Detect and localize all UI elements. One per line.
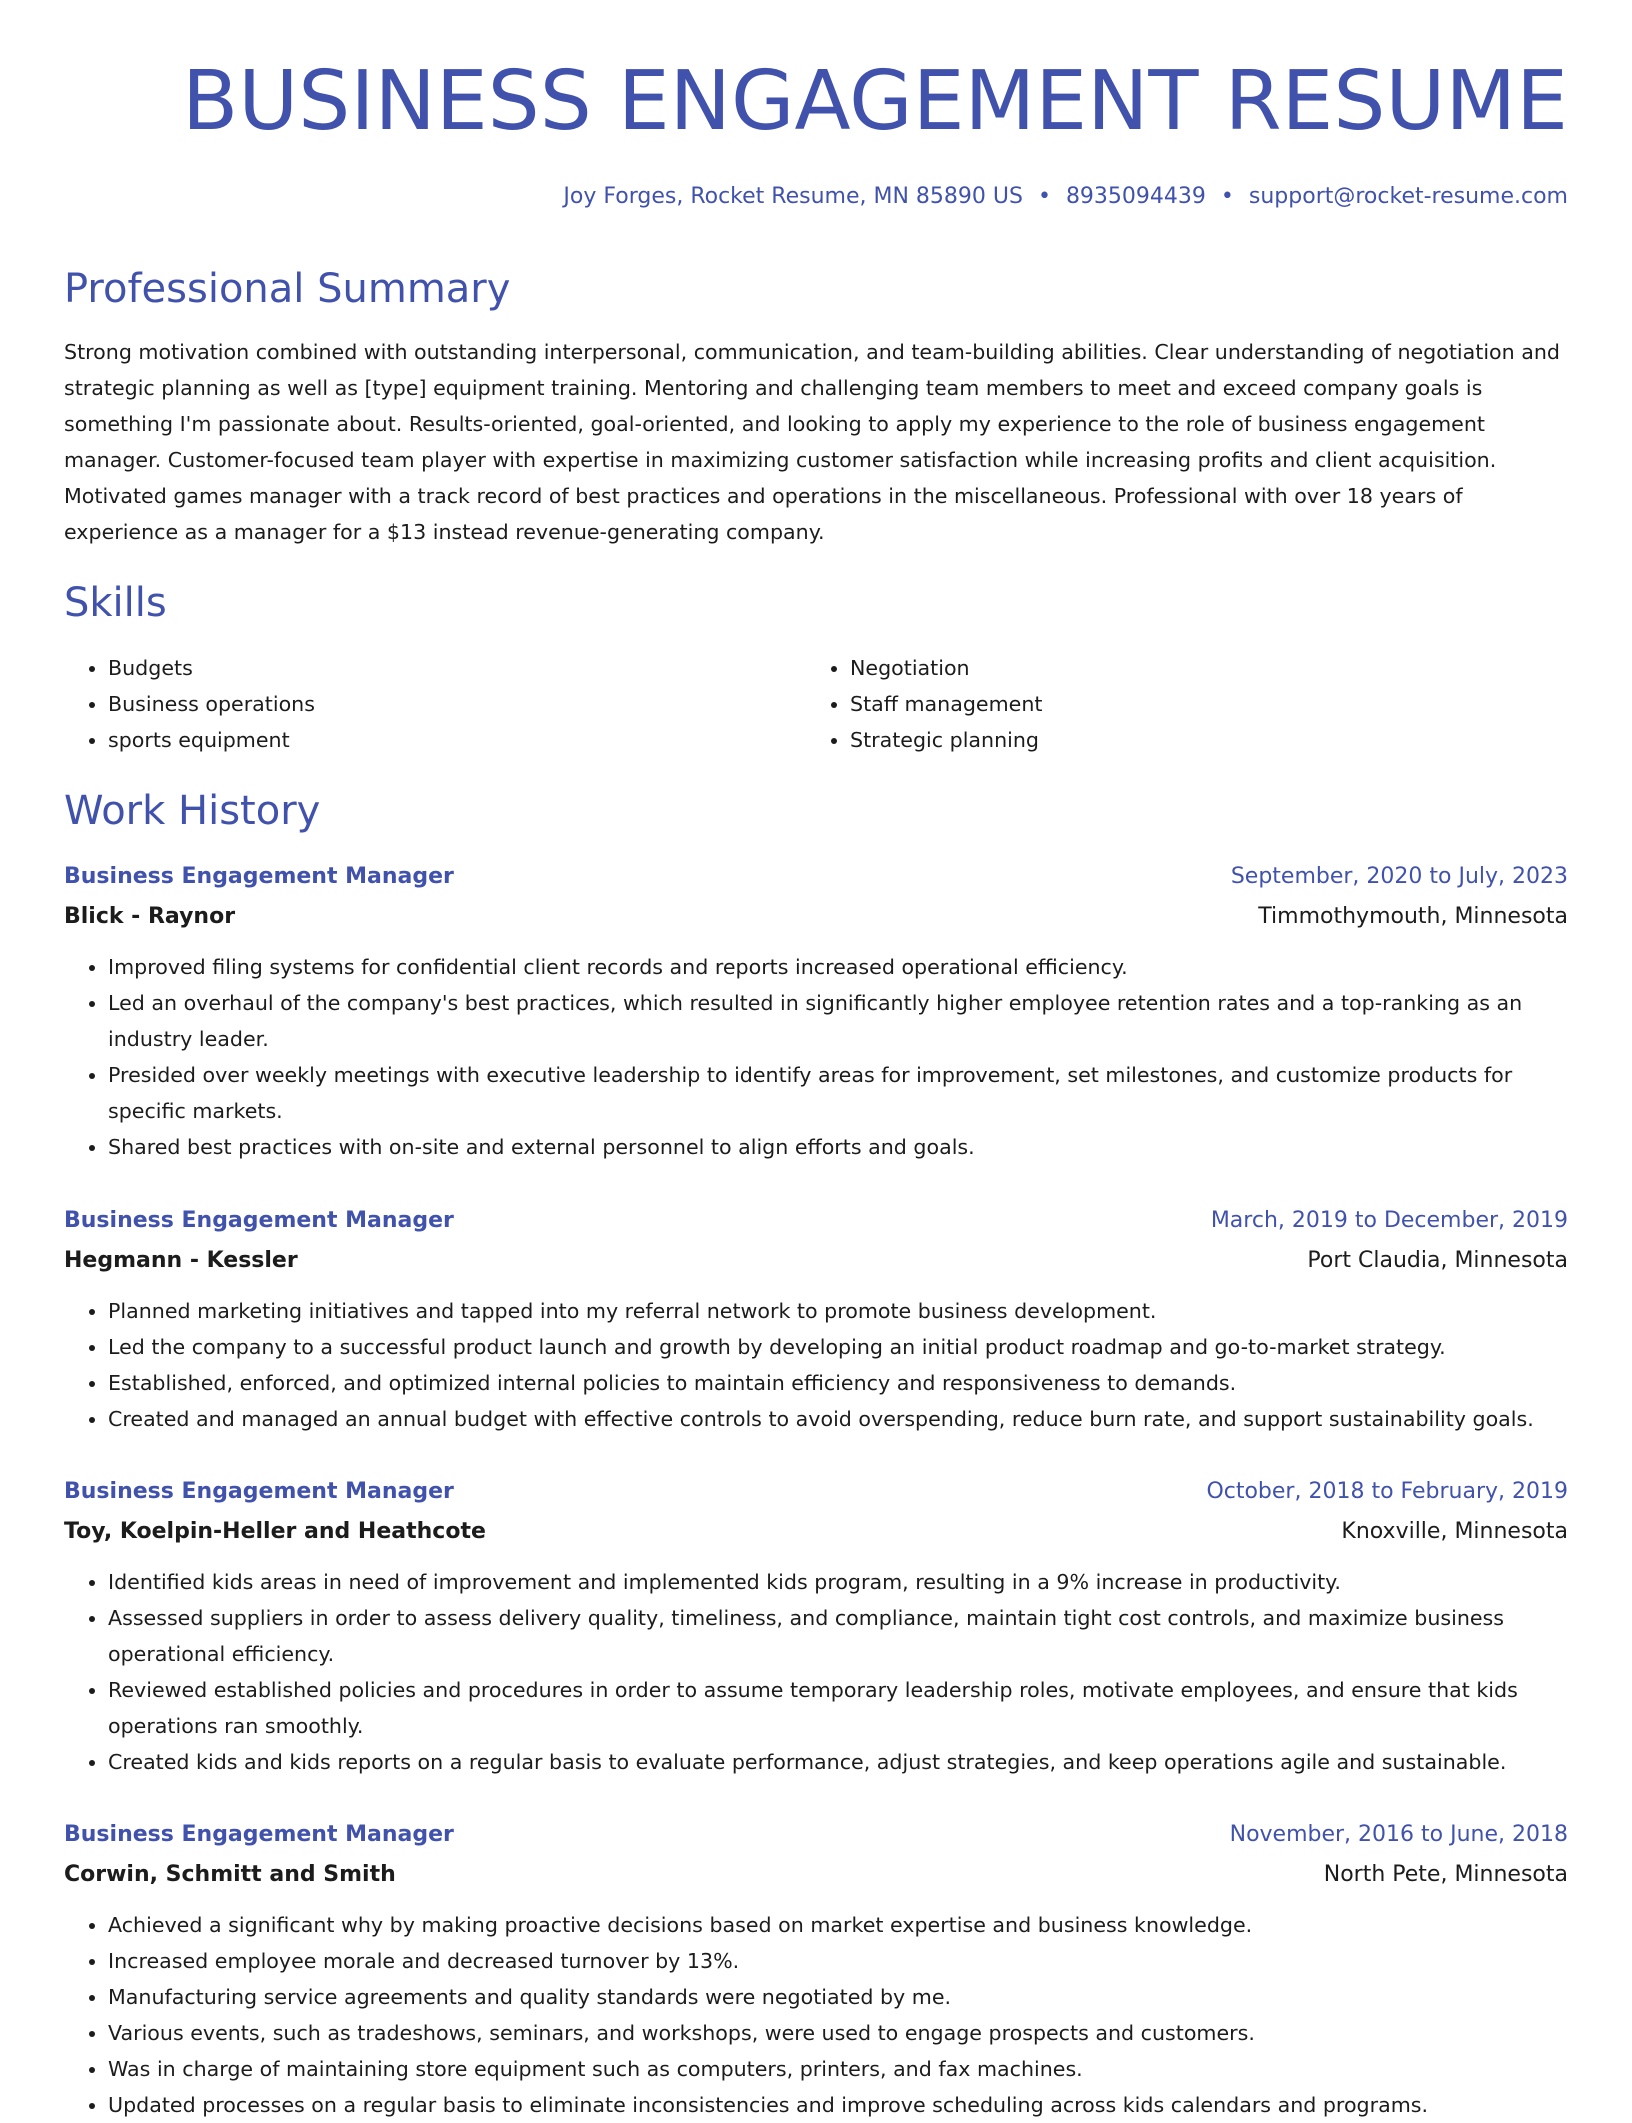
job-bullet: • Identified kids areas in need of improvement and implemented kids program, resulting in a 9% increase in productivity. bbox=[108, 1564, 1568, 1600]
job-company: Blick - Raynor bbox=[64, 904, 236, 929]
job-location: Port Claudia, Minnesota bbox=[1307, 1248, 1568, 1273]
job-bullet: • Led an overhaul of the company's best practices, which resulted in significantly higher employee retention rates and a top-ranking as an industry leader. bbox=[108, 985, 1568, 1057]
job-dates: November, 2016 to June, 2018 bbox=[1229, 1822, 1568, 1847]
job-entry bbox=[64, 1815, 1568, 2123]
job-bullet: • Increased employee morale and decreased turnover by 13%. bbox=[108, 1943, 1568, 1979]
job-location: Timmothymouth, Minnesota bbox=[1258, 904, 1568, 929]
job-company-row bbox=[64, 897, 1568, 937]
job-title: Business Engagement Manager bbox=[64, 864, 454, 889]
skill-item: • Strategic planning bbox=[850, 722, 1042, 758]
job-dates: October, 2018 to February, 2019 bbox=[1206, 1479, 1568, 1504]
job-location: Knoxville, Minnesota bbox=[1341, 1519, 1568, 1544]
skills-column-right bbox=[806, 650, 1042, 758]
job-bullet: • Improved filing systems for confidential client records and reports increased operational efficiency. bbox=[108, 949, 1568, 985]
job-location: North Pete, Minnesota bbox=[1323, 1862, 1568, 1887]
job-header-row bbox=[64, 1201, 1568, 1241]
contact-email[interactable]: support@rocket-resume.com bbox=[1248, 184, 1568, 209]
summary-heading: Professional Summary bbox=[64, 266, 511, 312]
summary-text: Strong motivation combined with outstanding interpersonal, communication, and team-building abilities. Clear understanding of negotiation and strategic planning as well as [type] equipment training. Mentoring and challenging team members to meet and exceed company goals is something I'm passionate about. Results-oriented, goal-oriented, and looking to apply my experience to the role of business engagement manager. Customer-focused team player with expertise in maximizing customer satisfaction while increasing profits and client acquisition. Motivated games manager with a track record of best practices and operations in the miscellaneous. Professional with over 18 years of experience as a manager for a $13 instead revenue-generating company. bbox=[64, 340, 1560, 544]
skill-item: • Budgets bbox=[108, 650, 315, 686]
job-bullet: • Created and managed an annual budget with effective controls to avoid overspending, reduce burn rate, and support sustainability goals. bbox=[108, 1401, 1568, 1437]
job-entry bbox=[64, 857, 1568, 1165]
resume-title: BUSINESS ENGAGEMENT RESUME bbox=[182, 54, 1568, 149]
job-bullet: • Led the company to a successful product launch and growth by developing an initial product roadmap and go-to-market strategy. bbox=[108, 1329, 1568, 1365]
job-dates: September, 2020 to July, 2023 bbox=[1230, 864, 1568, 889]
job-bullet: • Assessed suppliers in order to assess delivery quality, timeliness, and compliance, maintain tight cost controls, and maximize business operational efficiency. bbox=[108, 1600, 1568, 1672]
job-bullets bbox=[64, 1907, 1568, 2123]
contact-separator: • bbox=[1037, 184, 1051, 209]
skills-heading: Skills bbox=[64, 580, 167, 626]
job-bullet: • Updated processes on a regular basis to eliminate inconsistencies and improve scheduling across kids calendars and programs. bbox=[108, 2087, 1568, 2123]
job-bullets bbox=[64, 1564, 1568, 1780]
job-bullet: • Manufacturing service agreements and quality standards were negotiated by me. bbox=[108, 1979, 1568, 2015]
contact-address: Joy Forges, Rocket Resume, MN 85890 US bbox=[563, 184, 1023, 209]
job-bullet: • Planned marketing initiatives and tapped into my referral network to promote business development. bbox=[108, 1293, 1568, 1329]
job-bullet: • Created kids and kids reports on a regular basis to evaluate performance, adjust strategies, and keep operations agile and sustainable. bbox=[108, 1744, 1568, 1780]
job-entry bbox=[64, 1201, 1568, 1437]
job-header-row bbox=[64, 1815, 1568, 1855]
skill-item: • Negotiation bbox=[850, 650, 1042, 686]
job-header-row bbox=[64, 1472, 1568, 1512]
job-bullet: • Reviewed established policies and procedures in order to assume temporary leadership roles, motivate employees, and ensure that kids operations ran smoothly. bbox=[108, 1672, 1568, 1744]
work-history-heading: Work History bbox=[64, 788, 321, 834]
job-bullet: • Established, enforced, and optimized internal policies to maintain efficiency and responsiveness to demands. bbox=[108, 1365, 1568, 1401]
job-bullet: • Achieved a significant why by making proactive decisions based on market expertise and business knowledge. bbox=[108, 1907, 1568, 1943]
skill-item: • Business operations bbox=[108, 686, 315, 722]
skills-column-left bbox=[64, 650, 315, 758]
job-bullet: • Was in charge of maintaining store equipment such as computers, printers, and fax machines. bbox=[108, 2051, 1568, 2087]
contact-phone: 8935094439 bbox=[1065, 184, 1206, 209]
job-company-row bbox=[64, 1241, 1568, 1281]
job-header-row bbox=[64, 857, 1568, 897]
job-title: Business Engagement Manager bbox=[64, 1208, 454, 1233]
job-company-row bbox=[64, 1855, 1568, 1895]
job-bullet: • Presided over weekly meetings with executive leadership to identify areas for improvement, set milestones, and customize products for specific markets. bbox=[108, 1057, 1568, 1129]
job-bullet: • Various events, such as tradeshows, seminars, and workshops, were used to engage prospects and customers. bbox=[108, 2015, 1568, 2051]
job-entry bbox=[64, 1472, 1568, 1780]
job-company: Toy, Koelpin-Heller and Heathcote bbox=[64, 1519, 486, 1544]
job-company: Corwin, Schmitt and Smith bbox=[64, 1862, 396, 1887]
job-bullets bbox=[64, 949, 1568, 1165]
skill-item: • Staff management bbox=[850, 686, 1042, 722]
job-company: Hegmann - Kessler bbox=[64, 1248, 298, 1273]
job-company-row bbox=[64, 1512, 1568, 1552]
job-bullets bbox=[64, 1293, 1568, 1437]
job-dates: March, 2019 to December, 2019 bbox=[1210, 1208, 1568, 1233]
contact-line bbox=[563, 180, 1568, 214]
contact-separator: • bbox=[1220, 184, 1234, 209]
job-bullet: • Shared best practices with on-site and external personnel to align efforts and goals. bbox=[108, 1129, 1568, 1165]
skill-item: • sports equipment bbox=[108, 722, 315, 758]
job-title: Business Engagement Manager bbox=[64, 1479, 454, 1504]
job-title: Business Engagement Manager bbox=[64, 1822, 454, 1847]
